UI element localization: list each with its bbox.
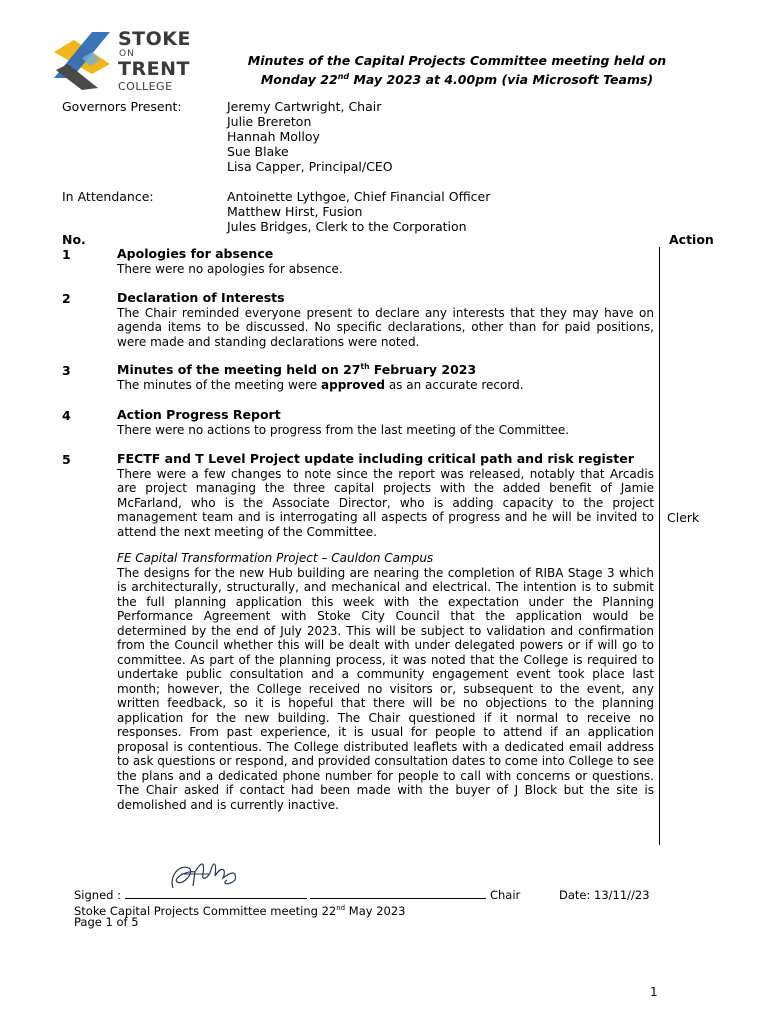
minute-item-3: [117, 363, 654, 392]
title-date-sup: nd: [337, 72, 350, 81]
governor-name: Lisa Capper, Principal/CEO: [227, 159, 393, 174]
attendee-name: Antoinette Lythgoe, Chief Financial Officer: [227, 189, 491, 204]
logo-trent: TRENT: [118, 58, 190, 80]
title-line-2: [222, 69, 692, 88]
logo-college: COLLEGE: [118, 80, 173, 93]
action-column-header: Action: [669, 232, 714, 247]
item-title: Declaration of Interests: [117, 290, 285, 305]
footer-meeting-pre: Stoke Capital Projects Committee meeting 22: [74, 903, 337, 918]
item-body-bold: approved: [321, 377, 386, 392]
item-body: [117, 378, 654, 393]
footer-meeting-sup: nd: [336, 904, 346, 912]
item-number: 1: [62, 247, 71, 262]
college-logo-mark: [52, 30, 112, 92]
item-number: 3: [62, 363, 71, 378]
item-title: Apologies for absence: [117, 246, 274, 261]
item-number: 2: [62, 291, 71, 306]
item-title-pre: Minutes of the meeting held on 27: [117, 362, 361, 377]
signature-field-line-2: [310, 898, 486, 899]
signed-label: Signed :: [74, 888, 121, 902]
attendance-label: In Attendance:: [62, 189, 154, 204]
logo-on: ON: [119, 49, 135, 59]
item-title-post: February 2023: [369, 362, 477, 377]
signed-date: Date: 13/11//23: [559, 888, 650, 902]
governors-label: Governors Present:: [62, 99, 182, 114]
item-number: 5: [62, 452, 71, 467]
document-title: [222, 53, 692, 88]
action-column-divider: [659, 247, 660, 845]
governor-name: Jeremy Cartwright, Chair: [227, 99, 382, 114]
item-title-sup: th: [360, 361, 370, 371]
action-owner: Clerk: [667, 510, 700, 525]
minute-item-2: [117, 291, 654, 349]
footer-page-of: Page 1 of 5: [74, 915, 139, 929]
title-line-1: Minutes of the Capital Projects Committee meeting held on: [247, 53, 667, 68]
governors-list: [227, 99, 393, 174]
item-subheading: FE Capital Transformation Project – Cauldon Campus: [117, 551, 434, 565]
college-logo: [52, 28, 191, 96]
attendee-name: Jules Bridges, Clerk to the Corporation: [227, 219, 467, 234]
title-date-pre: Monday 22: [260, 72, 338, 88]
governor-name: Hannah Molloy: [227, 129, 320, 144]
chair-label: Chair: [489, 888, 521, 902]
page-number: 1: [650, 985, 658, 999]
item-title: Action Progress Report: [117, 407, 281, 422]
footer-meeting-post: May 2023: [345, 903, 406, 918]
item-body-post: as an accurate record.: [385, 377, 524, 392]
governor-name: Sue Blake: [227, 144, 289, 159]
minute-item-1: [117, 247, 654, 276]
governor-name: Julie Brereton: [227, 114, 312, 129]
item-body: The Chair reminded everyone present to declare any interests that they may have on agenda items to be discussed. No specific declarations, other than for paid positions, were made and standing declarations were noted.: [117, 305, 654, 349]
item-body-pre: The minutes of the meeting were: [117, 377, 322, 392]
title-date-post: May 2023 at 4.00pm (via Microsoft Teams): [349, 72, 654, 88]
signature-line: [74, 889, 520, 902]
logo-wordmark: [118, 30, 191, 92]
item-sub-body: The designs for the new Hub building are nearing the completion of RIBA Stage 3 which is architecturally, structurally, and mechanical and electrical. The intention is to submit the full planning application this week with the expectation under the Planning Performance Agreement with Stoke City Council that the application would be determined by the end of July 2023. This will be subject to validation and confirmation from the Council whether this will be dealt with under delegated powers or if will go to committee. As part of the planning process, it was noted that the College is required to undertake public consultation and a community engagement event took place last month; however, the College received no visitors or, subsequent to the event, any written feedback, so it is hopeful that there will be no objections to the planning application for the new building. The Chair questioned if it normal to receive no responses. From past experience, it is usual for people to attend if an application proposal is contentious. The College distributed leaflets with a dedicated email address to ask questions or respond, and provided consultation dates to come into College to see the plans and a dedicated phone number for people to call with concerns or questions. The Chair asked if contact had been made with the buyer of J Block but the site is demolished and is currently inactive.: [117, 565, 654, 812]
item-body: There were no apologies for absence.: [117, 261, 343, 276]
item-title: [117, 363, 654, 378]
minute-item-4: [117, 408, 654, 437]
item-number: 4: [62, 408, 71, 423]
minute-item-5: [117, 452, 654, 812]
item-body: There were a few changes to note since the report was released, notably that Arcadis are project managing the three capital projects with the added benefit of Jamie McFarland, who is the Associate Director, who is adding capacity to the project management team and is interrogating all aspects of progress and he will be invited to attend the next meeting of the Committee.: [117, 466, 654, 539]
logo-stoke: STOKE: [118, 28, 191, 50]
item-title: FECTF and T Level Project update including critical path and risk register: [117, 451, 634, 466]
signature-field-line-1: [125, 898, 307, 899]
attendance-list: [227, 189, 490, 234]
number-column-header: No.: [62, 232, 86, 247]
item-body: There were no actions to progress from the last meeting of the Committee.: [117, 422, 570, 437]
attendee-name: Matthew Hirst, Fusion: [227, 204, 363, 219]
